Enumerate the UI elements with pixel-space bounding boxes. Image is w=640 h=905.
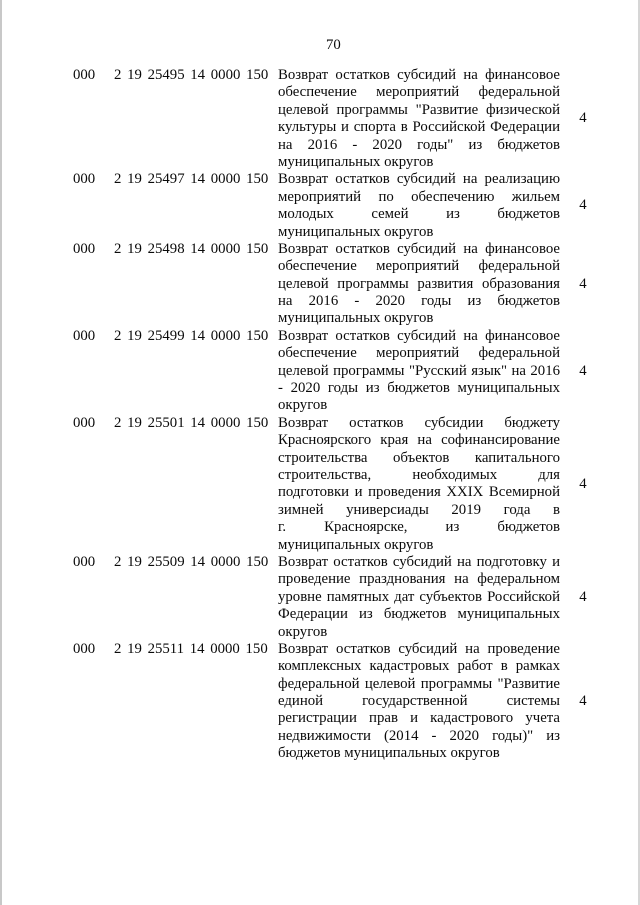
description-line: Возврат остатков субсидий на финансовое <box>278 327 560 344</box>
description-line: муниципальных округов <box>278 153 434 170</box>
budget-classification-code: 2 19 25511 14 0000 150 <box>114 640 268 657</box>
description-line: обеспечение мероприятий федеральной <box>278 84 560 101</box>
description-line: единой государственной системы <box>278 693 560 710</box>
table-row <box>0 171 640 241</box>
description-line: целевой программы развития образования <box>278 275 560 292</box>
description-line: целевой программы "Развитие физической <box>278 101 560 118</box>
row-value: 4 <box>579 588 587 605</box>
row-value: 4 <box>579 275 587 292</box>
budget-classification-code: 2 19 25499 14 0000 150 <box>114 327 269 344</box>
admin-code: 000 <box>73 240 96 257</box>
admin-code: 000 <box>73 414 96 431</box>
admin-code: 000 <box>73 327 96 344</box>
description-line: округов <box>278 397 328 414</box>
description-line: г. Красноярске, из бюджетов <box>278 519 560 536</box>
description-line: Возврат остатков субсидий на подготовку и <box>278 553 560 570</box>
description-line: регистрации прав и кадастрового учета <box>278 710 560 727</box>
row-description <box>278 641 560 763</box>
row-description <box>278 241 560 328</box>
description-line: Федерации из бюджетов муниципальных <box>278 606 560 623</box>
budget-classification-code: 2 19 25498 14 0000 150 <box>114 240 269 257</box>
description-line: строительства, необходимых для <box>278 466 560 483</box>
description-line: проведение празднования на федеральном <box>278 571 560 588</box>
description-line: Возврат остатков субсидий на проведение <box>278 640 560 657</box>
description-line: муниципальных округов <box>278 310 434 327</box>
table-row <box>0 641 640 763</box>
description-line: зимней универсиады 2019 года в <box>278 501 560 518</box>
page-number: 70 <box>326 37 341 53</box>
budget-classification-code: 2 19 25497 14 0000 150 <box>114 171 269 188</box>
description-line: строительства объектов капитального <box>278 449 560 466</box>
description-line: культуры и спорта в Российской Федерации <box>278 119 560 136</box>
description-line: обеспечение мероприятий федеральной <box>278 345 560 362</box>
description-line: муниципальных округов <box>278 536 434 553</box>
description-line: подготовки и проведения XXIX Всемирной <box>278 484 560 501</box>
row-value: 4 <box>579 362 587 379</box>
description-line: - 2020 годы из бюджетов муниципальных <box>278 380 560 397</box>
description-line: Возврат остатков субсидий на финансовое <box>278 240 560 257</box>
row-description <box>278 67 560 171</box>
description-line: округов <box>278 623 328 640</box>
description-line: федеральной целевой программы "Развитие <box>278 675 560 692</box>
admin-code: 000 <box>73 640 96 657</box>
description-line: Возврат остатков субсидий на реализацию <box>278 171 560 188</box>
table-row <box>0 67 640 171</box>
table-row <box>0 241 640 328</box>
description-line: Возврат остатков субсидий на финансовое <box>278 67 560 83</box>
description-line: обеспечение мероприятий федеральной <box>278 258 560 275</box>
description-line: недвижимости (2014 - 2020 годы)" из <box>278 727 560 744</box>
budget-classification-code: 2 19 25509 14 0000 150 <box>114 553 269 570</box>
admin-code: 000 <box>73 67 96 83</box>
description-line: бюджетов муниципальных округов <box>278 745 500 762</box>
row-description <box>278 415 560 554</box>
description-line: уровне памятных дат субъектов Российской <box>278 588 560 605</box>
budget-classification-code: 2 19 25495 14 0000 150 <box>114 67 269 83</box>
budget-classification-code: 2 19 25501 14 0000 150 <box>114 414 269 431</box>
table-row <box>0 554 640 641</box>
description-line: на 2016 - 2020 годы" из бюджетов <box>278 136 560 153</box>
description-line: мероприятий по обеспечению жильем <box>278 188 560 205</box>
row-value: 4 <box>579 693 587 710</box>
admin-code: 000 <box>73 171 96 188</box>
description-line: Возврат остатков субсидии бюджету <box>278 414 560 431</box>
row-description <box>278 171 560 241</box>
row-value: 4 <box>579 475 587 492</box>
description-line: муниципальных округов <box>278 223 434 240</box>
description-line: на 2016 - 2020 годы из бюджетов <box>278 293 560 310</box>
table-row <box>0 328 640 415</box>
row-description <box>278 328 560 415</box>
admin-code: 000 <box>73 553 96 570</box>
row-description <box>278 554 560 641</box>
description-line: молодых семей из бюджетов <box>278 206 560 223</box>
description-line: комплексных кадастровых работ в рамках <box>278 658 560 675</box>
row-value: 4 <box>579 197 587 214</box>
row-value: 4 <box>579 110 587 127</box>
table-row <box>0 415 640 554</box>
budget-code-table <box>0 67 640 763</box>
description-line: Красноярского края на софинансирование <box>278 432 560 449</box>
description-line: целевой программы "Русский язык" на 2016 <box>278 362 560 379</box>
